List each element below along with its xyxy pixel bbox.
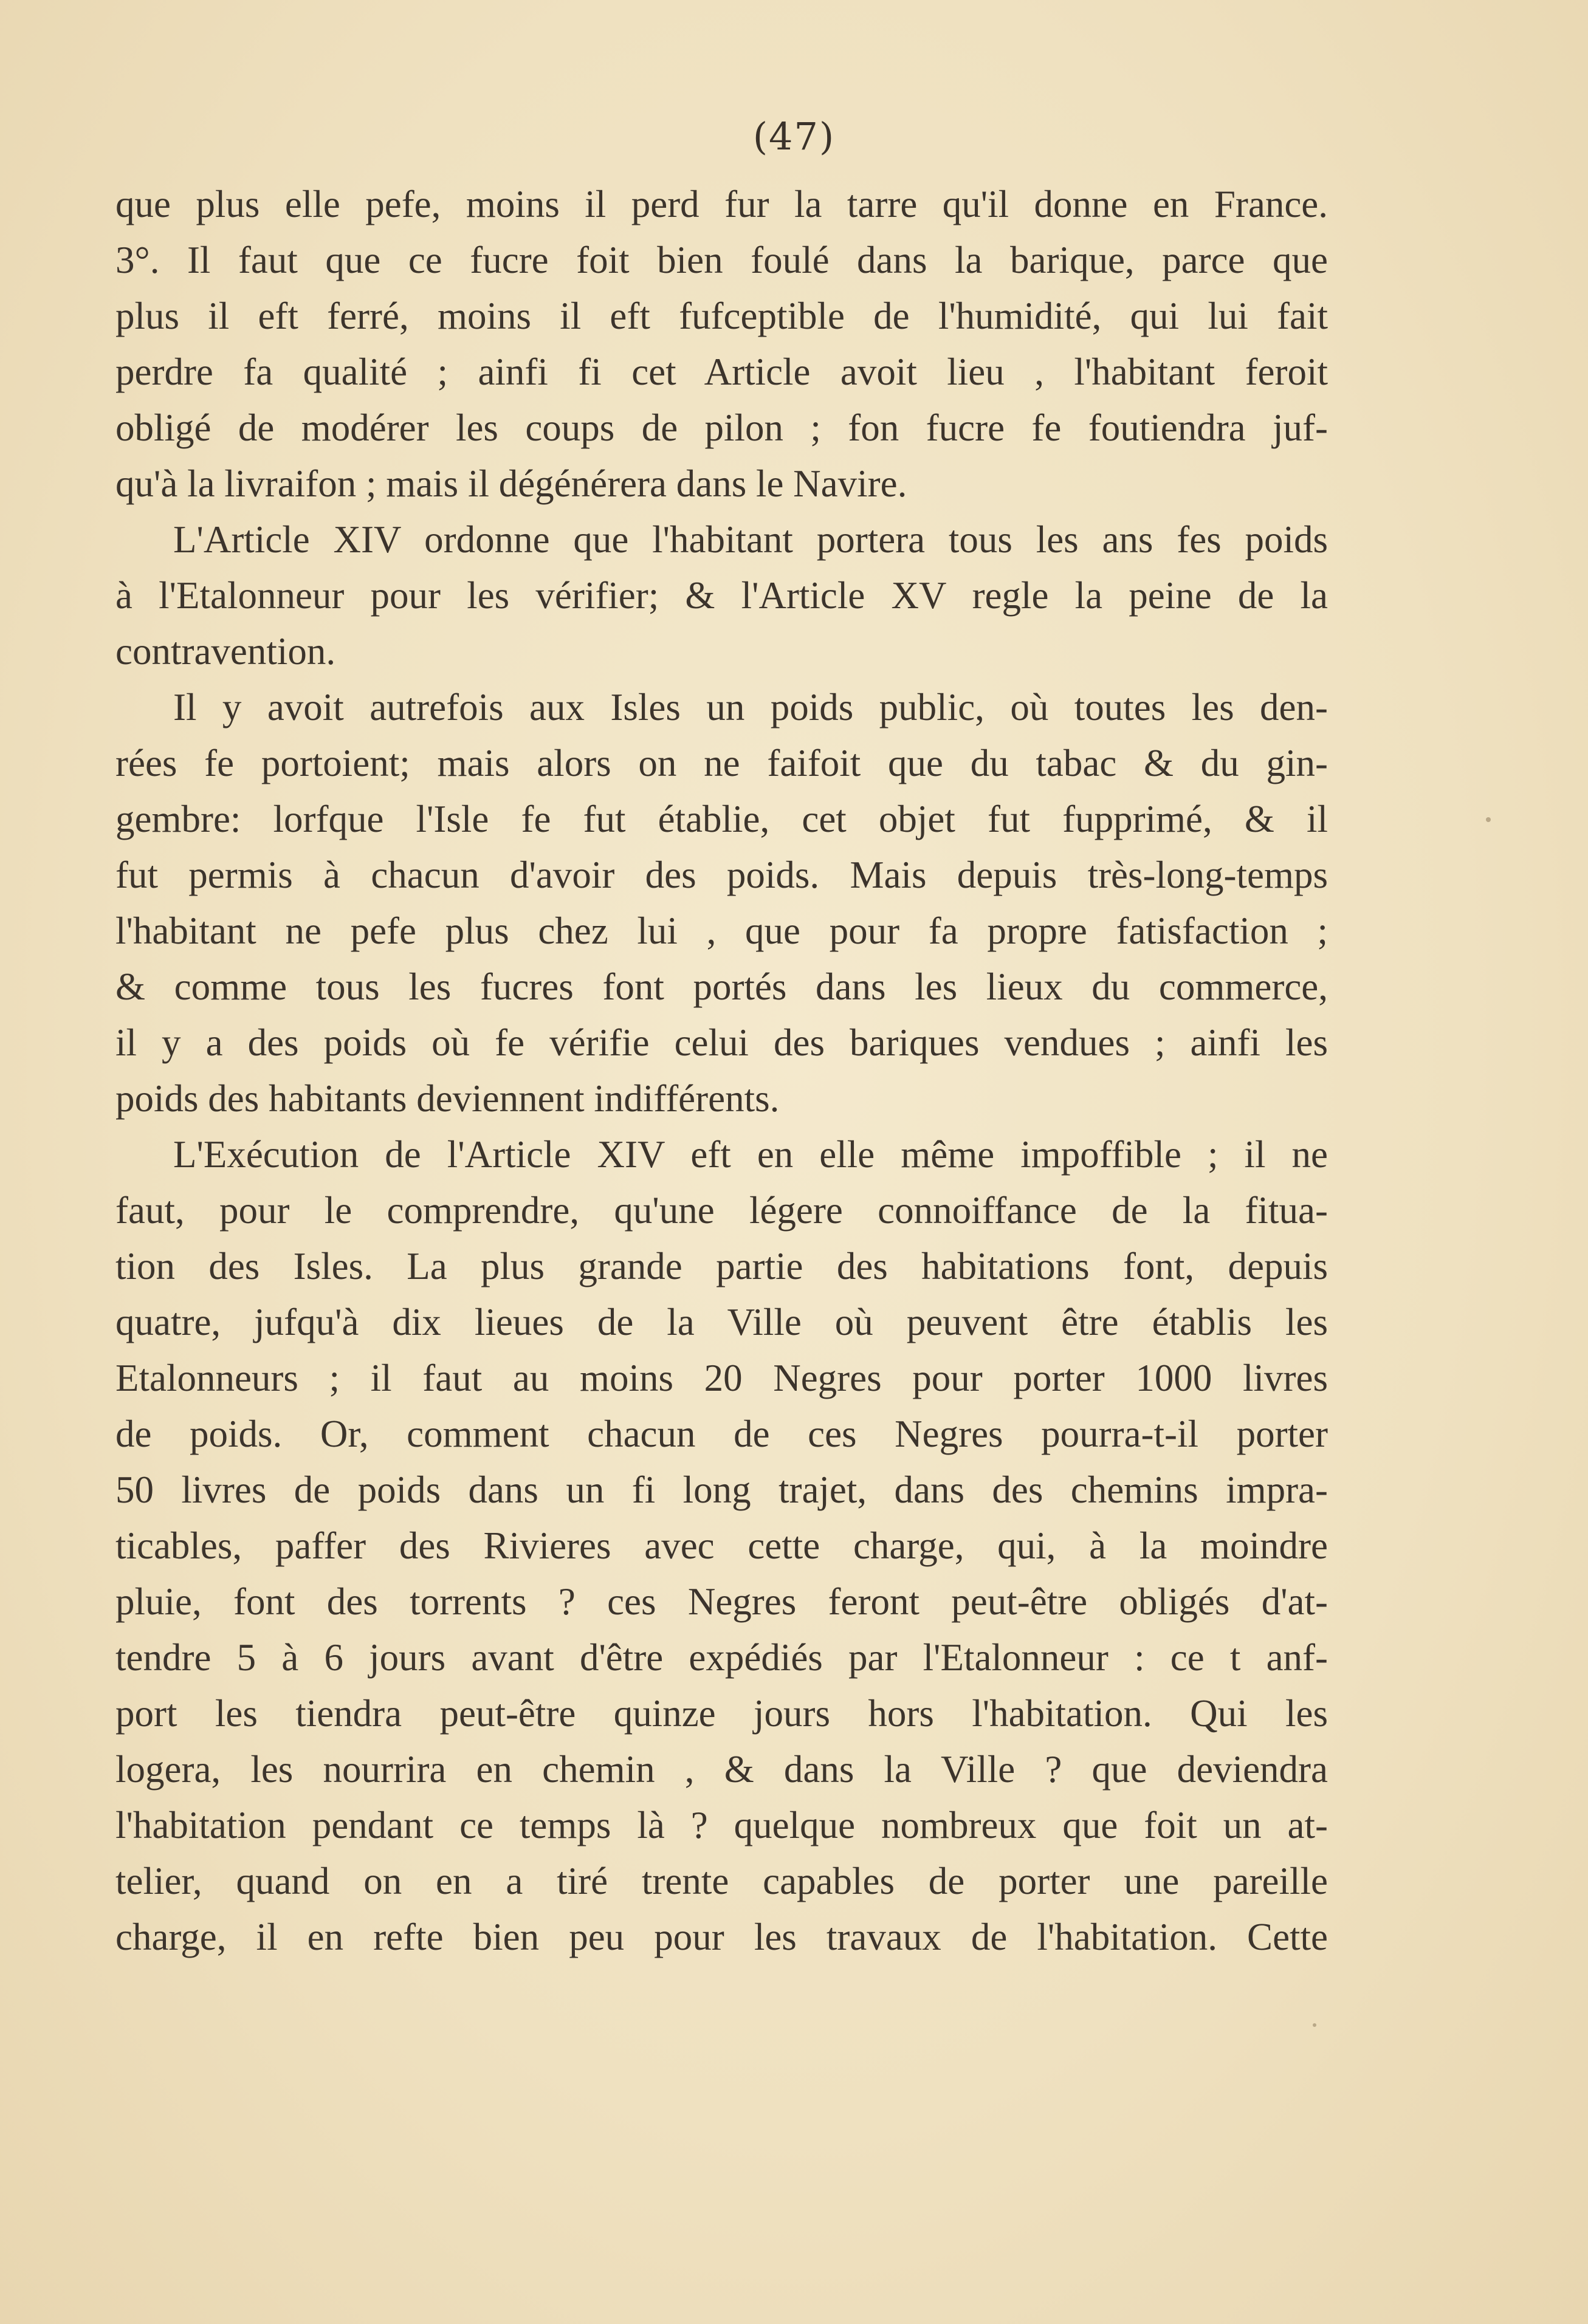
page-number: (47) (752, 114, 836, 159)
text-line: obligé de modérer les coups de pilon ; fon fucre fe foutiendra juf- (115, 406, 1328, 449)
text-line: plus il eft ferré, moins il eft fufceptible de l'humidité, qui lui fait (115, 295, 1328, 337)
body-text (115, 176, 1328, 1965)
text-line: que plus elle pefe, moins il perd fur la tarre qu'il donne en France. (115, 183, 1328, 225)
text-line: tendre 5 à 6 jours avant d'être expédiés par l'Etalonneur : ce t anf- (115, 1636, 1328, 1679)
text-line: qu'à la livraifon ; mais il dégénérera dans le Navire. (115, 462, 907, 505)
text-line: charge, il en refte bien peu pour les travaux de l'habitation. Cette (115, 1916, 1328, 1958)
text-line: L'Article XIV ordonne que l'habitant portera tous les ans fes poids (173, 518, 1328, 561)
text-line: perdre fa qualité ; ainfi fi cet Article avoit lieu , l'habitant feroit (115, 351, 1328, 393)
text-line: Etalonneurs ; il faut au moins 20 Negres pour porter 1000 livres (115, 1357, 1328, 1399)
paper-speck (1486, 817, 1491, 822)
text-line: contravention. (115, 630, 336, 673)
text-line: telier, quand on en a tiré trente capables de porter une pareille (115, 1860, 1328, 1902)
text-line: de poids. Or, comment chacun de ces Negres pourra-t-il porter (115, 1413, 1328, 1455)
text-line: quatre, jufqu'à dix lieues de la Ville où peuvent être établis les (115, 1301, 1328, 1343)
text-line: port les tiendra peut-être quinze jours hors l'habitation. Qui les (115, 1692, 1328, 1735)
text-line: faut, pour le comprendre, qu'une légere connoiffance de la fitua- (115, 1189, 1328, 1232)
paper-speck (1313, 2023, 1316, 2027)
text-line: l'habitant ne pefe plus chez lui , que pour fa propre fatisfaction ; (115, 910, 1328, 952)
text-line: fut permis à chacun d'avoir des poids. Mais depuis très-long-temps (115, 854, 1328, 896)
text-line: il y a des poids où fe vérifie celui des bariques vendues ; ainfi les (115, 1021, 1328, 1064)
text-line: gembre: lorfque l'Isle fe fut établie, cet objet fut fupprimé, & il (115, 798, 1328, 840)
text-line: poids des habitants deviennent indifférents. (115, 1077, 780, 1120)
text-line: tion des Isles. La plus grande partie des habitations font, depuis (115, 1245, 1328, 1287)
text-line: Il y avoit autrefois aux Isles un poids public, où toutes les den- (173, 686, 1328, 728)
text-line: à l'Etalonneur pour les vérifier; & l'Article XV regle la peine de la (115, 574, 1328, 617)
text-line: & comme tous les fucres font portés dans les lieux du commerce, (115, 965, 1328, 1008)
text-line: rées fe portoient; mais alors on ne faifoit que du tabac & du gin- (115, 742, 1328, 784)
text-line: ticables, paffer des Rivieres avec cette charge, qui, à la moindre (115, 1524, 1328, 1567)
text-line: L'Exécution de l'Article XIV eft en elle même impoffible ; il ne (173, 1133, 1328, 1176)
text-line: 3°. Il faut que ce fucre foit bien foulé dans la barique, parce que (115, 239, 1328, 281)
text-line: l'habitation pendant ce temps là ? quelque nombreux que foit un at- (115, 1804, 1328, 1846)
text-line: logera, les nourrira en chemin , & dans la Ville ? que deviendra (115, 1748, 1328, 1791)
text-line: pluie, font des torrents ? ces Negres feront peut-être obligés d'at- (115, 1580, 1328, 1623)
text-line: 50 livres de poids dans un fi long trajet, dans des chemins impra- (115, 1469, 1328, 1511)
